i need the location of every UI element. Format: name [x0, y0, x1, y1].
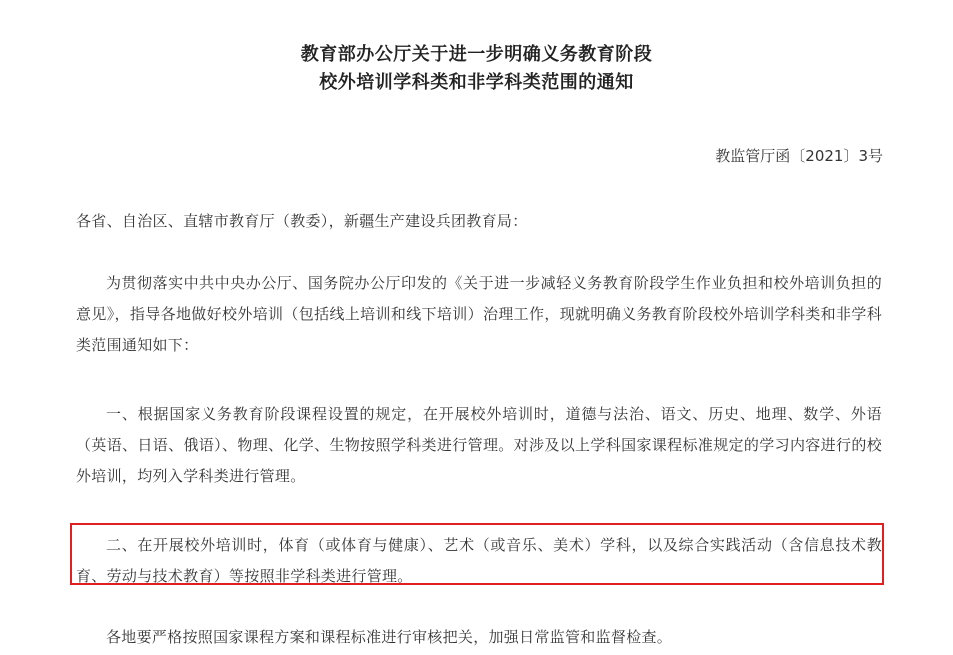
paragraph-non-academic-subjects: 二、在开展校外培训时，体育（或体育与健康）、艺术（或音乐、美术）学科，以及综合实践活动（含信息技术教育、劳动与技术教育）等按照非学科类进行管理。 — [76, 536, 882, 585]
document-number: 教监管厅函〔2021〕3号 — [715, 147, 883, 165]
paragraph-intro: 为贯彻落实中共中央办公厅、国务院办公厅印发的《关于进一步减轻义务教育阶段学生作业负担和校外培训负担的意见》，指导各地做好校外培训（包括线上培训和线下培训）治理工作，现就明确义务教育阶段校外培训学科类和非学科类范围通知如下： — [76, 274, 882, 354]
document-title-line-2: 校外培训学科类和非学科类范围的通知 — [319, 72, 634, 93]
paragraph-supervision: 各地要严格按照国家课程方案和课程标准进行审核把关，加强日常监管和监督检查。 — [106, 628, 673, 646]
document-title-line-1: 教育部办公厅关于进一步明确义务教育阶段 — [300, 44, 653, 65]
salutation: 各省、自治区、直辖市教育厅（教委），新疆生产建设兵团教育局： — [76, 212, 528, 230]
paragraph-academic-subjects: 一、根据国家义务教育阶段课程设置的规定，在开展校外培训时，道德与法治、语文、历史、地理、数学、外语（英语、日语、俄语）、物理、化学、生物按照学科类进行管理。对涉及以上学科国家课程标准规定的学习内容进行的校外培训，均列入学科类进行管理。 — [76, 405, 882, 485]
